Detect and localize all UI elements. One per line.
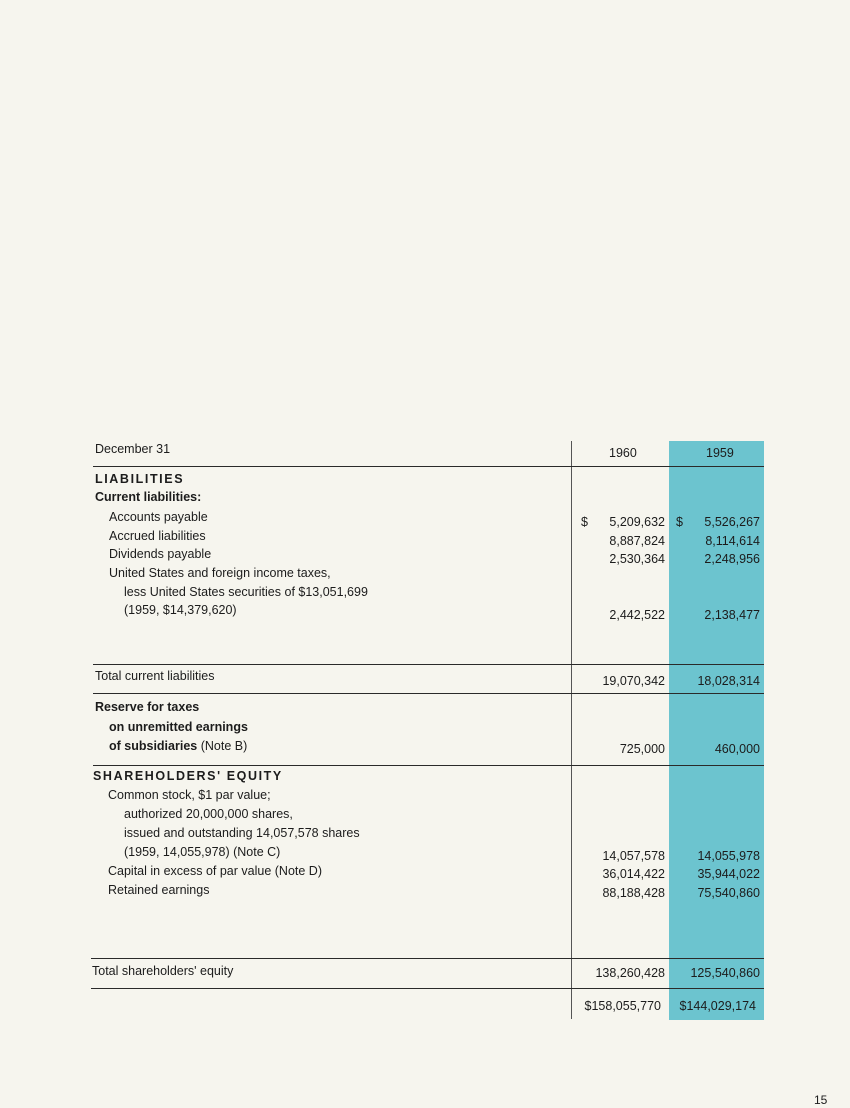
- accrued-liabilities-label: Accrued liabilities: [109, 529, 206, 543]
- income-taxes-1960: 2,442,522: [609, 608, 665, 622]
- income-taxes-label-line3: (1959, $14,379,620): [124, 603, 237, 617]
- currency-sign-1960: $: [581, 515, 588, 529]
- dividends-payable-label: Dividends payable: [109, 547, 212, 561]
- retained-earnings-1959: 75,540,860: [697, 886, 760, 900]
- date-label: December 31: [95, 442, 171, 456]
- total-current-top-rule: [93, 664, 764, 665]
- equity-heading: SHAREHOLDERS' EQUITY: [93, 769, 283, 783]
- column-header-1959: 1959: [706, 446, 734, 460]
- capital-excess-1960: 36,014,422: [602, 867, 665, 881]
- total-current-liabilities-1960: 19,070,342: [602, 674, 665, 688]
- accrued-liabilities-1959: 8,114,614: [705, 534, 760, 548]
- income-taxes-label-line2: less United States securities of $13,051,699: [124, 585, 368, 599]
- reserve-1959: 460,000: [714, 742, 760, 756]
- currency-sign-1959: $: [676, 515, 683, 529]
- accounts-payable-label: Accounts payable: [109, 510, 208, 524]
- current-liabilities-heading: Current liabilities:: [95, 490, 202, 504]
- page-number: 15: [814, 1093, 828, 1107]
- common-stock-line3: issued and outstanding 14,057,578 shares: [124, 826, 360, 840]
- header-rule: [93, 466, 764, 467]
- accrued-liabilities-1960: 8,887,824: [609, 534, 665, 548]
- retained-earnings-1960: 88,188,428: [602, 886, 665, 900]
- reserve-label-bold: of subsidiaries: [109, 739, 198, 753]
- reserve-note: (Note B): [200, 739, 248, 753]
- reserve-label-line2: on unremitted earnings: [109, 720, 248, 734]
- common-stock-line1: Common stock, $1 par value;: [108, 788, 271, 802]
- column-divider: [571, 441, 572, 1019]
- dividends-payable-1959: 2,248,956: [704, 552, 760, 566]
- common-stock-line4: (1959, 14,055,978) (Note C): [124, 845, 281, 859]
- total-equity-1959: 125,540,860: [690, 966, 760, 980]
- accounts-payable-1960: 5,209,632: [609, 515, 665, 529]
- retained-earnings-label: Retained earnings: [108, 883, 210, 897]
- column-header-1960: 1960: [609, 446, 637, 460]
- total-equity-top-rule: [91, 958, 764, 959]
- income-taxes-label-line1: United States and foreign income taxes,: [109, 566, 331, 580]
- accounts-payable-1959: 5,526,267: [704, 515, 760, 529]
- total-current-bottom-rule: [93, 693, 764, 694]
- liabilities-heading: LIABILITIES: [95, 472, 185, 486]
- total-equity-label: Total shareholders' equity: [92, 964, 234, 978]
- total-current-liabilities-1959: 18,028,314: [697, 674, 760, 688]
- capital-excess-1959: 35,944,022: [697, 867, 760, 881]
- total-current-liabilities-label: Total current liabilities: [95, 669, 215, 683]
- grand-total-1959: $144,029,174: [679, 999, 756, 1013]
- grand-total-1960: $158,055,770: [584, 999, 661, 1013]
- common-stock-line2: authorized 20,000,000 shares,: [124, 807, 293, 821]
- income-taxes-1959: 2,138,477: [704, 608, 760, 622]
- total-equity-bottom-rule: [91, 988, 764, 989]
- common-stock-1960: 14,057,578: [602, 849, 665, 863]
- reserve-1960: 725,000: [619, 742, 665, 756]
- total-equity-1960: 138,260,428: [595, 966, 665, 980]
- dividends-payable-1960: 2,530,364: [609, 552, 665, 566]
- reserve-rule: [93, 765, 764, 766]
- capital-excess-label: Capital in excess of par value (Note D): [108, 864, 322, 878]
- reserve-label-line3: [109, 739, 247, 754]
- common-stock-1959: 14,055,978: [697, 849, 760, 863]
- reserve-label-line1: Reserve for taxes: [95, 700, 200, 714]
